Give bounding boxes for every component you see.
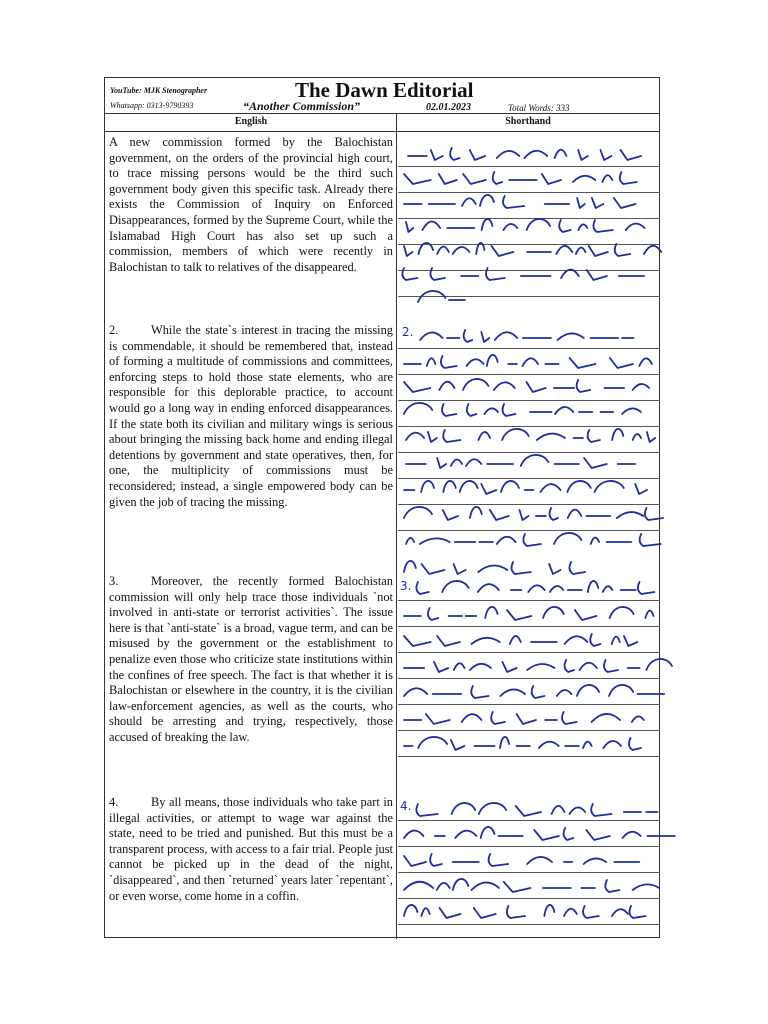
shorthand-stroke [577, 685, 599, 696]
shorthand-stroke [587, 270, 607, 280]
paragraph-number: 3. [109, 574, 119, 588]
shorthand-stroke [516, 714, 536, 724]
shorthand-stroke [555, 407, 573, 414]
shorthand-stroke [543, 607, 564, 618]
shorthand-stroke [592, 714, 620, 722]
shorthand-stroke [406, 433, 424, 440]
shorthand-stroke [633, 434, 641, 440]
shorthand-stroke [562, 712, 577, 724]
shorthand-stroke [422, 221, 440, 230]
shorthand-stroke [633, 884, 660, 890]
shorthand-stroke [621, 150, 642, 160]
shorthand-stroke [629, 906, 645, 918]
shorthand-stroke [427, 358, 436, 366]
shorthand-stroke [431, 150, 443, 160]
shorthand-stroke [443, 510, 458, 520]
shorthand-stroke [416, 582, 428, 594]
paragraph-text: Moreover, the recently formed Balochistan commission will only help trace those individuals `not involved in anti-state or terrorist activities`. The issue here is that `anti-state` is a broad, vague term, and can be misused by the government or the establishment to penalize even those who criticize state institutions within the confines of free speech. The fact is that whether it is Balochistan or elsewhere in the country, it is the civilian law-enforcement agencies, as well as the courts, who should be arresting and trying, respectively, those accused of breaking the law. [109, 574, 393, 744]
paragraph-number: 2. [109, 323, 119, 337]
shorthand-stroke [583, 742, 592, 748]
shorthand-stroke [404, 905, 417, 916]
shorthand-stroke [450, 148, 459, 160]
shorthand-stroke [487, 355, 498, 366]
editorial-subtitle: “Another Commission” [243, 99, 361, 113]
shorthand-stroke [466, 459, 481, 466]
shorthand-stroke [443, 481, 455, 492]
shorthand-stroke [467, 359, 484, 366]
shorthand-stroke [510, 636, 521, 644]
shorthand-stroke [609, 685, 633, 696]
shorthand-stroke [494, 382, 515, 390]
shorthand-stroke [420, 332, 442, 340]
shorthand-stroke [527, 219, 550, 230]
shorthand-stroke [486, 268, 505, 280]
shorthand-stroke [451, 459, 462, 466]
shorthand-stroke [629, 738, 641, 750]
shorthand-stroke [532, 686, 545, 698]
shorthand-stroke [588, 430, 600, 442]
shorthand-stroke [539, 742, 559, 748]
shorthand-stroke [404, 246, 412, 256]
shorthand-stroke [462, 714, 482, 722]
shorthand-stroke [622, 408, 641, 414]
shorthand-stroke [471, 686, 488, 698]
editorial-date: 02.01.2023 [426, 102, 471, 113]
shorthand-stroke [557, 690, 571, 696]
shorthand-stroke [406, 538, 414, 544]
shorthand-stroke [591, 804, 611, 816]
shorthand-stroke [471, 638, 499, 644]
shorthand-stroke [568, 510, 581, 518]
shorthand-stroke [437, 247, 449, 254]
shorthand-stroke [540, 484, 560, 492]
shorthand-stroke [564, 909, 577, 916]
shorthand-stroke [615, 244, 631, 256]
shorthand-stroke [476, 243, 484, 254]
shorthand-stroke [645, 508, 663, 520]
shorthand-stroke [633, 384, 649, 390]
shorthand-stroke [503, 404, 516, 416]
shorthand-stroke [595, 481, 624, 492]
shorthand-stroke [478, 584, 499, 592]
shorthand-stroke [480, 195, 494, 206]
shorthand-stroke [404, 856, 426, 866]
shorthand-stroke [556, 246, 572, 254]
shorthand-stroke [624, 636, 637, 646]
shorthand-stroke [491, 712, 505, 724]
shorthand-stroke [463, 174, 486, 184]
shorthand-stroke [502, 429, 529, 440]
shorthand-stroke [481, 484, 496, 494]
shorthand-stroke [580, 663, 597, 670]
shorthand-stroke [558, 333, 584, 340]
shorthand-stroke [455, 831, 476, 838]
shorthand-stroke [603, 586, 613, 592]
shorthand-stroke [464, 330, 473, 342]
shorthand-stroke [521, 455, 549, 466]
shorthand-stroke [428, 432, 437, 442]
shorthand-stroke [437, 883, 450, 890]
shorthand-stroke [439, 174, 457, 184]
shorthand-stroke [523, 534, 541, 546]
shorthand-stroke [406, 222, 413, 232]
page-title: The Dawn Editorial [295, 78, 474, 102]
shorthand-column-header: Shorthand [505, 116, 551, 127]
shorthand-stroke [500, 737, 509, 748]
shorthand-stroke [420, 538, 450, 544]
shorthand-stroke [570, 358, 596, 368]
shorthand-stroke [479, 803, 506, 814]
shorthand-stroke [453, 879, 468, 890]
shorthand-stroke [575, 610, 596, 620]
shorthand-stroke [511, 562, 530, 574]
shorthand-stroke [421, 481, 434, 492]
shorthand-stroke [482, 219, 493, 230]
shorthand-stroke [471, 882, 498, 890]
shorthand-stroke [402, 268, 417, 280]
shorthand-stroke [564, 828, 574, 840]
paragraph-number: 4. [109, 795, 119, 809]
shorthand-stroke [470, 507, 482, 518]
shorthand-stroke [451, 740, 464, 750]
shorthand-stroke [591, 537, 599, 544]
shorthand-stroke [577, 198, 585, 208]
shorthand-stroke [565, 636, 588, 644]
shorthand-stroke [612, 909, 628, 916]
shorthand-stroke [612, 429, 623, 440]
shorthand-stroke [544, 905, 554, 916]
shorthand-stroke [593, 220, 612, 232]
paragraph-text: While the state`s interest in tracing the missing is commendable, it should be remembered that, instead of forming a multitude of commissions and committees, enforcing steps to hold those state elements, who are responsible for this deplorable practice, to account would go a long way in ending enforced disappearances. If the state both its civilian and military wings is serious about bringing the missing back home and ending illegal detentions by government and state operatives, then, for one, the multiplicity of commissions must be reconsidered; instead, a single empowered body can be given the job of tracing the missing. [109, 323, 393, 509]
shorthand-stroke [638, 582, 654, 594]
shorthand-stroke [565, 660, 574, 672]
shorthand-stroke [526, 382, 545, 392]
shorthand-stroke [646, 659, 672, 670]
shorthand-stroke [603, 741, 621, 748]
shorthand-stroke [612, 637, 620, 644]
shorthand-stroke [605, 880, 619, 892]
shorthand-stroke [589, 246, 608, 256]
shorthand-stroke [534, 830, 559, 840]
shorthand-stroke [567, 481, 590, 492]
shorthand-stroke [527, 664, 554, 670]
english-paragraph-2 [109, 323, 393, 510]
shorthand-stroke [442, 404, 456, 416]
shorthand-stroke [426, 714, 450, 724]
shorthand-stroke [404, 882, 433, 890]
shorthand-stroke [404, 561, 416, 572]
shorthand-stroke [586, 830, 610, 840]
shorthand-stroke [437, 636, 460, 646]
shorthand-stroke [537, 434, 565, 440]
youtube-channel: YouTube: MJK Stenographer [110, 86, 208, 95]
total-words: Total Words: 333 [508, 103, 570, 113]
shorthand-stroke [467, 404, 477, 416]
shorthand-stroke [622, 832, 640, 838]
shorthand-stroke [635, 484, 647, 494]
shorthand-stroke [554, 533, 581, 544]
shorthand-stroke [501, 481, 519, 492]
shorthand-stroke [495, 332, 517, 340]
shorthand-stroke [647, 432, 655, 442]
shorthand-stroke [592, 198, 603, 208]
shorthand-stroke [578, 224, 587, 230]
shorthand-stroke [437, 458, 446, 468]
shorthand-para-number-3: 3. [400, 579, 412, 593]
shorthand-stroke [485, 607, 497, 618]
shorthand-stroke [404, 688, 427, 696]
shorthand-stroke [474, 908, 496, 918]
shorthand-stroke [569, 562, 585, 574]
shorthand-stroke [527, 857, 552, 864]
shorthand-stroke [497, 537, 516, 544]
shorthand-stroke [418, 737, 447, 748]
shorthand-stroke [491, 246, 513, 256]
paragraph-text: By all means, those individuals who take part in illegal activities, or attempt to wage war against the state, need to be tried and punished. But this must be a transparent process, with access to a fair trial. People just cannot be picked up in the dead of the night, `disappeared`, and then `returned` years later `repentant`, or even worse, come home in a coffin. [109, 795, 393, 903]
shorthand-stroke [626, 224, 645, 230]
shorthand-stroke [440, 908, 461, 918]
shorthand-para-number-2: 2. [402, 325, 414, 339]
shorthand-stroke [542, 174, 561, 184]
shorthand-stroke [478, 566, 507, 572]
english-paragraph-4 [109, 795, 393, 904]
shorthand-stroke [441, 356, 457, 368]
shorthand-stroke [478, 432, 490, 440]
shorthand-stroke [418, 243, 433, 254]
shorthand-stroke [550, 586, 563, 592]
shorthand-stroke [604, 660, 618, 672]
shorthand-stroke [502, 662, 516, 672]
shorthand-stroke [507, 906, 525, 918]
shorthand-stroke [524, 151, 547, 158]
shorthand-stroke [463, 379, 488, 390]
english-column-header: English [234, 116, 268, 127]
shorthand-stroke [588, 581, 598, 592]
shorthand-stroke [439, 382, 454, 390]
shorthand-stroke [404, 382, 430, 392]
shorthand-stroke [516, 806, 541, 816]
shorthand-stroke [460, 481, 478, 492]
shorthand-stroke [454, 663, 465, 670]
shorthand-stroke [610, 358, 633, 368]
shorthand-stroke [481, 827, 495, 838]
whatsapp-number: Whatsapp: 0313-9790393 [110, 101, 194, 110]
english-paragraph-1 [109, 135, 393, 275]
shorthand-stroke [639, 358, 652, 366]
shorthand-stroke [434, 662, 448, 672]
shorthand-stroke [578, 150, 588, 160]
shorthand-stroke [610, 607, 634, 618]
shorthand-stroke [549, 508, 557, 520]
shorthand-stroke [645, 611, 653, 618]
shorthand-stroke [602, 175, 612, 182]
shorthand-stroke [552, 806, 565, 814]
shorthand-stroke [617, 512, 644, 518]
shorthand-stroke [590, 634, 600, 646]
paragraph-text: A new commission formed by the Balochistan government, on the orders of the provincial high court, to trace missing persons would be the third such government body given this specific task. Already there exists the Commission of Inquiry on Enforced Disappearances, formed by the Supreme Court, while the Islamabad High Court has also set up such a commission, members of which were recently in Balochistan to talk to relatives of the disappeared. [109, 135, 393, 274]
shorthand-stroke [503, 224, 517, 230]
shorthand-stroke [404, 831, 423, 838]
shorthand-stroke [418, 291, 445, 302]
shorthand-stroke [428, 608, 438, 620]
shorthand-stroke [404, 174, 431, 184]
shorthand-stroke [522, 358, 538, 366]
shorthand-stroke [404, 636, 431, 646]
english-paragraph-3 [109, 574, 393, 746]
shorthand-stroke [470, 664, 491, 670]
shorthand-stroke [559, 220, 570, 232]
shorthand-stroke [416, 804, 437, 816]
shorthand-stroke [583, 906, 599, 918]
shorthand-stroke [573, 176, 595, 182]
shorthand-stroke [520, 510, 529, 520]
shorthand-stroke [569, 807, 585, 814]
shorthand-stroke [489, 854, 509, 866]
shorthand-stroke [528, 585, 544, 592]
shorthand-stroke [430, 854, 442, 866]
shorthand-stroke [561, 270, 579, 278]
shorthand-stroke [620, 172, 637, 184]
shorthand-stroke [632, 716, 644, 722]
shorthand-stroke [504, 882, 531, 892]
shorthand-stroke [443, 430, 460, 442]
shorthand-stroke [584, 858, 606, 864]
shorthand-stroke [493, 172, 502, 184]
shorthand-stroke [470, 150, 485, 160]
shorthand-handwriting [398, 78, 660, 939]
shorthand-stroke [577, 380, 591, 392]
shorthand-stroke [555, 150, 567, 158]
shorthand-stroke [481, 332, 489, 342]
shorthand-stroke [454, 564, 466, 574]
shorthand-stroke [497, 151, 519, 158]
shorthand-stroke [484, 408, 497, 414]
shorthand-stroke [576, 248, 586, 254]
shorthand-stroke [404, 403, 432, 414]
shorthand-stroke [600, 150, 611, 160]
shorthand-stroke [507, 610, 531, 620]
shorthand-stroke [430, 268, 444, 280]
shorthand-stroke [453, 247, 470, 254]
shorthand-stroke [490, 510, 509, 520]
editorial-sheet [104, 77, 660, 938]
shorthand-stroke [422, 564, 445, 574]
shorthand-stroke [584, 458, 607, 468]
shorthand-stroke [442, 581, 468, 592]
shorthand-para-number-4: 4. [400, 799, 412, 813]
shorthand-stroke [640, 534, 661, 546]
shorthand-stroke [614, 198, 636, 208]
shorthand-stroke [452, 803, 476, 814]
shorthand-stroke [404, 507, 432, 518]
shorthand-stroke [503, 196, 524, 208]
shorthand-stroke [500, 689, 525, 696]
shorthand-stroke [549, 564, 560, 574]
column-divider [396, 114, 397, 939]
shorthand-stroke [462, 198, 476, 206]
shorthand-stroke [421, 908, 429, 916]
shorthand-stroke [644, 246, 661, 254]
